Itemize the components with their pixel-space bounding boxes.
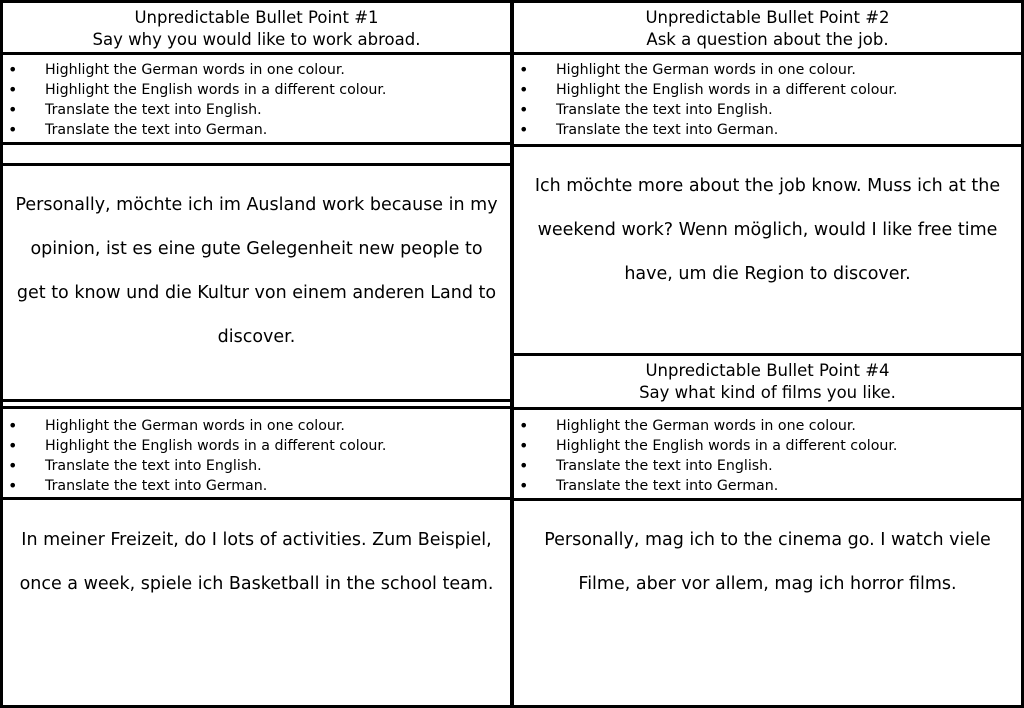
bp2-header (511, 0, 1024, 55)
bp4-prompt: Say what kind of films you like. (639, 383, 896, 402)
bp2-text: Ich möchte more about the job know. Muss ich at the weekend work? Wenn möglich, would I like free time have, um die Region to discover. (534, 176, 1001, 284)
instruction-item: • Translate the text into English. (514, 456, 1021, 476)
bp1-text: Personally, möchte ich im Ausland work because in my opinion, ist es eine gute Gelegenheit new people to get to know und die Kultur von einem anderen Land to discover. (15, 195, 498, 347)
bp1-prompt: Say why you would like to work abroad. (92, 30, 421, 49)
bp2-prompt: Ask a question about the job. (646, 30, 889, 49)
instruction-item: • Highlight the German words in one colour. (3, 416, 510, 436)
bp4-text-box (511, 498, 1024, 708)
bp1-instructions (0, 52, 513, 145)
instruction-item: • Highlight the German words in one colour. (514, 60, 1021, 80)
bp1-title: Unpredictable Bullet Point #1 (134, 8, 379, 27)
bp1-text-box (0, 163, 513, 402)
bp4-header (511, 353, 1024, 410)
bp3-text-box (0, 497, 513, 708)
instruction-item: • Translate the text into English. (3, 456, 510, 476)
bp4-title: Unpredictable Bullet Point #4 (645, 361, 890, 380)
bp3-instructions (0, 406, 513, 500)
instruction-item: • Translate the text into German. (514, 120, 1021, 140)
instruction-item: • Highlight the German words in one colour. (3, 60, 510, 80)
instruction-item: • Highlight the English words in a different colour. (514, 80, 1021, 100)
instruction-item: • Translate the text into English. (3, 100, 510, 120)
instruction-list (3, 416, 510, 496)
instruction-item: • Translate the text into English. (514, 100, 1021, 120)
bp3-text: In meiner Freizeit, do I lots of activities. Zum Beispiel, once a week, spiele ich Basketball in the school team. (19, 530, 494, 594)
bp2-title: Unpredictable Bullet Point #2 (645, 8, 890, 27)
bp1-header (0, 0, 513, 55)
instruction-item: • Translate the text into German. (3, 120, 510, 140)
instruction-list (514, 416, 1021, 496)
bp2-instructions (511, 52, 1024, 147)
instruction-item: • Highlight the German words in one colour. (514, 416, 1021, 436)
instruction-item: • Highlight the English words in a different colour. (514, 436, 1021, 456)
bp4-instructions (511, 407, 1024, 501)
instruction-list (3, 60, 510, 140)
bp2-text-box (511, 144, 1024, 356)
instruction-item: • Translate the text into German. (3, 476, 510, 496)
instruction-item: • Highlight the English words in a different colour. (3, 80, 510, 100)
instruction-item: • Highlight the English words in a different colour. (3, 436, 510, 456)
instruction-item: • Translate the text into German. (514, 476, 1021, 496)
bp4-text: Personally, mag ich to the cinema go. I watch viele Filme, aber vor allem, mag ich horror films. (544, 530, 991, 594)
instruction-list (514, 60, 1021, 140)
